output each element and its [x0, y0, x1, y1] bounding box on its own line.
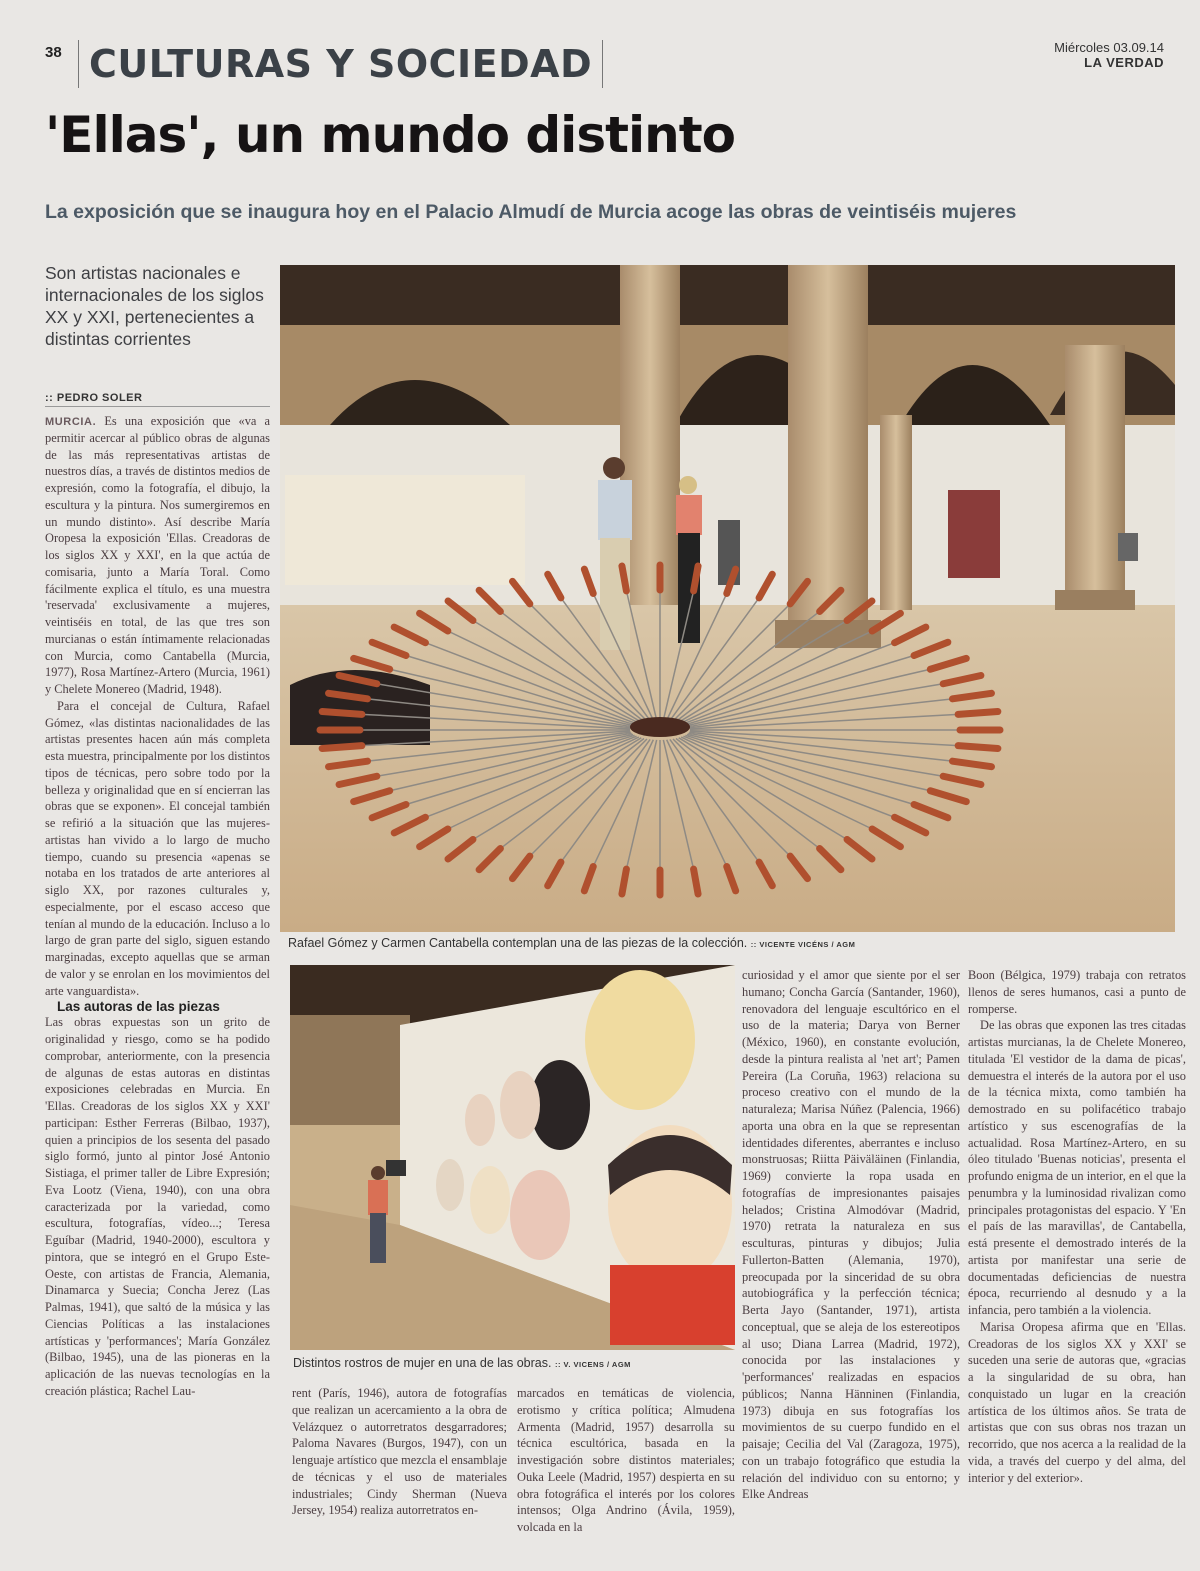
knife-handle — [694, 566, 698, 591]
section-subheading: Las autoras de las piezas — [57, 999, 220, 1015]
caption-text: Rafael Gómez y Carmen Cantabella contemplan una de las piezas de la colección. — [288, 936, 748, 950]
lead-text: Son artistas nacionales e internacionales de los siglos XX y XXI, pertenecientes a distintas corrientes — [45, 263, 264, 349]
paragraph: Marisa Oropesa afirma que en 'Ellas. Creadoras de los siglos XX y XXI' se suceden una serie de autoras que, «gracias a la singularidad de su obra, han conquistado un lugar en la creación artística de los últimos años. Se trata de artistas que con sus obras nos trazan un recorrido, que nos acerca a la realidad de la vida, a través del cuerpo y del alma, del interior y del exterior». — [968, 1319, 1186, 1485]
knife-handle — [322, 712, 362, 715]
paragraph: Las obras expuestas son un grito de originalidad y riesgo, como se ha podido comprobar, anteriormente, con la presencia de algunas de estas autoras en distintas exposiciones celebradas en Murcia. En 'Ellas. Creadoras de los siglos XX y XXI' participan: Esther Ferreras (Bilbao, 1937), quien a principios de los sesenta del pasado siglo formó, junto al pintor José Antonio Sistiaga, el primer taller de Libre Expresión; Eva Lootz (Viena, 1940), con una obra caracterizada por la variedad, como escultura, fotografías, vídeo...; Teresa Eguíbar (Madrid, 1940-2000), escultora y pintora, que se integró en el Grupo Este-Oeste, con artistas de Francia, Alemania, Dinamarca y Suecia; Concha Jerez (Las Palmas, 1941), que saltó de la música y las Ciencias Políticas a las instalaciones artísticas y 'performances'; María González (Bilbao, 1945), una de las pioneras en la aplicación de las nuevas tecnologías en la creación plástica; Rachel Lau- — [45, 1015, 270, 1398]
section-title: CULTURAS Y SOCIEDAD — [78, 40, 603, 88]
painting-faces — [285, 475, 525, 585]
paragraph: Para el concejal de Cultura, Rafael Gómez, «las distintas nacionalidades de las artistas presentes hacen aún más completa esta muestra, principalmente por los distintos tipos de técnicas, pero sobre todo por la belleza y originalidad que en sí encierran las obras que se exponen». El concejal también se refirió a la situación que las mujeres-artistas han vivido a lo largo de mucho tiempo, cuando su presencia «apenas se notaba en los tratados de arte anteriores al siglo XX, por razones culturales y, especialmente, por el escaso acceso que tenían al mundo de la educación. Incluso a lo largo de gran parte del siglo, siguen estando marginadas, excepto aquellas que se arman de valor y se enrolan en los movimientos del arte vanguardista». — [45, 698, 270, 998]
photo-credit: :: VICENTE VICÉNS / AGM — [750, 940, 856, 949]
paragraph — [45, 413, 270, 698]
dateline-city: MURCIA. — [45, 416, 97, 428]
article-column-3 — [517, 1385, 735, 1536]
newspaper-name: LA VERDAD — [1084, 55, 1164, 70]
date: Miércoles 03.09.14 — [1054, 40, 1164, 55]
headline: 'Ellas', un mundo distinto — [45, 106, 735, 164]
knife-handle — [694, 869, 698, 894]
figure-woman — [676, 476, 702, 643]
knife-handle — [622, 566, 626, 591]
knife-handle — [322, 746, 362, 749]
article-column-2 — [292, 1385, 507, 1519]
byline: :: PEDRO SOLER — [45, 392, 270, 407]
paragraph: De las obras que exponen las tres citadas artistas murcianas, la de Chelete Monereo, titulada 'El vestidor de la dama de picas', demuestra el interés de la autora por el uso de la técnica mixta, como también ha demostrado en su polifacético trabajo artístico y sus escenografías de la actualidad. Rosa Martínez-Artero, en su óleo titulado 'Buenas noticias', presenta el profundo enigma de un interior, en el que la penumbra y la luminosidad rivalizan como principales protagonistas del espacio. Y 'En el país de las maravillas', de Cantabella, está presente el demostrado interés de la artista por manifestar una serie de documentadas deficiencias de nuestra época, recurriendo al desnudo y a la infancia, pero también a la violencia. — [968, 1018, 1186, 1317]
main-photo-caption — [288, 936, 855, 950]
paragraph-text: Es una exposición que «va a permitir acercar al público obras de algunas de las más representativas artistas de nuestros días, a través de distintos medios de expresión, como la fotografía, el dibujo, la escultura y la pintura. Nos sumergiremos en un mundo distinto». Así describe María Oropesa la exposición 'Ellas. Creadoras de los siglos XX y XXI', en la que actúa de comisaria, junto a María Toral. Como fácilmente explica el título, es una muestra 'reservada' exclusivamente a mujeres, veintiséis en total, de las que tres son murcianas o están íntimamente relacionadas con Murcia, como Cantabella (Murcia, 1977), Rosa Martínez-Artero (Murcia, 1961) y Chelete Monereo (Madrid, 1948). — [45, 414, 270, 696]
page-number: 38 — [45, 44, 62, 61]
paragraph: Boon (Bélgica, 1979) trabaja con retratos llenos de seres humanos, casi a punto de romperse. — [968, 968, 1186, 1016]
paragraph: marcados en temáticas de violencia, erotismo y crítica política; Almudena Armenta (Madrid, 1957) desarrolla su técnica escultórica, basada en la investigación sobre distintos materiales; Ouka Leele (Madrid, 1957) despierta en su obra fotográfica el interés por los colores intensos; Olga Andrino (Ávila, 1959), volcada en la — [517, 1386, 735, 1534]
paragraph: curiosidad y el amor que siente por el ser humano; Concha García (Santander, 1960), renovadora del lenguaje escultórico en el uso de la materia; Darya von Berner (México, 1960), en constante evolución, desde la pintura realista al 'net art'; Pamen Pereira (La Coruña, 1963) relaciona su proceso creativo con el mundo de la naturaleza; Marisa Núñez (Palencia, 1966) aporta una obra en la que se representan identidades diferentes, aberrantes e incluso monstruosas; Riitta Päiväläinen (Finlandia, 1969) convierte la ropa usada en fotografías de impresionantes paisajes helados; Cristina Almodóvar (Madrid, 1970) retrata la naturaleza en sus esculturas, pinturas y dibujos; Julia Fullerton-Batten (Alemania, 1970), preocupada por la sinceridad de su obra autobiográfica y la perfección técnica; Berta Jayo (Santander, 1971), artista conceptual, que se aleja de los estereotipos al uso; Diana Larrea (Madrid, 1972), conocida por las instalaciones y 'performances' realizadas en espacios públicos; Nanna Hänninen (Finlandia, 1973) dibuja en sus fotografías los movimientos de su cuerpo fundido en el paisaje; Cecilia del Val (Zaragoza, 1975), con un trabajo fotográfico que estudia la relación del individuo con su entorno; y Elke Andreas — [742, 968, 960, 1502]
caption-text: Distintos rostros de mujer en una de las obras. — [293, 1356, 552, 1370]
secondary-photo-caption — [293, 1356, 631, 1370]
secondary-photo — [290, 965, 735, 1350]
knife-handle — [958, 746, 998, 749]
article-column-4 — [742, 967, 960, 1503]
knife-handle — [622, 869, 626, 894]
knife-handle — [958, 712, 998, 715]
figure-man — [598, 457, 632, 650]
article-column-1 — [45, 413, 270, 1400]
masthead-date — [1054, 40, 1164, 70]
main-photo — [280, 265, 1175, 932]
paragraph: rent (París, 1946), autora de fotografías que realizan un acercamiento a la obra de Velázquez o autorretratos desgarradores; Paloma Navares (Burgos, 1947), con un lenguaje artístico que mezcla el ensamblaje de técnicas y el uso de materiales industriales; Cindy Sherman (Nueva Jersey, 1954) realiza autorretratos en- — [292, 1386, 508, 1518]
subheadline: La exposición que se inaugura hoy en el Palacio Almudí de Murcia acoge las obras de veintiséis mujeres — [45, 201, 1017, 223]
article-column-5 — [968, 967, 1186, 1486]
photo-credit: :: V. VICENS / AGM — [554, 1360, 631, 1369]
